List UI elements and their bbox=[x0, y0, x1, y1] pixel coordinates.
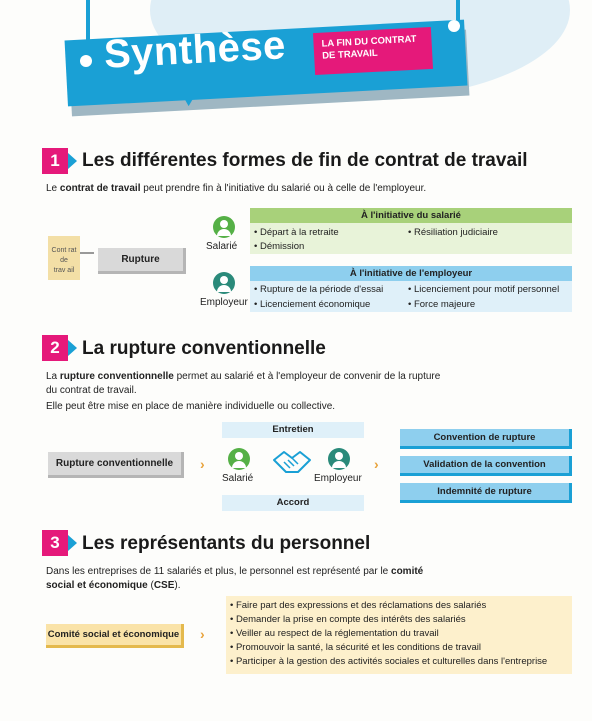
salarie-label: Salarié bbox=[206, 241, 238, 252]
list-item: • Promouvoir la santé, la sécurité et les conditions de travail bbox=[230, 642, 481, 653]
section-arrow-icon bbox=[68, 340, 77, 356]
step-box: Validation de la convention bbox=[400, 456, 572, 476]
person-icon bbox=[213, 272, 235, 294]
cse-box: Comité social et économique bbox=[46, 624, 184, 648]
section-intro: Dans les entreprises de 11 salariés et plus, le personnel est représenté par le comité social et économique (CSE). bbox=[46, 566, 424, 591]
list-item: • Départ à la retraite bbox=[254, 227, 339, 238]
section-title: Les différentes formes de fin de contrat de travail bbox=[82, 150, 528, 171]
list-item: • Participer à la gestion des activités sociales et culturelles dans l'entreprise bbox=[230, 656, 548, 667]
section-number: 3 bbox=[42, 530, 68, 556]
step-box: Indemnité de rupture bbox=[400, 483, 572, 503]
list-item: • Veiller au respect de la réglementation du travail bbox=[230, 628, 439, 639]
salarie-panel-header: À l'initiative du salarié bbox=[250, 208, 572, 223]
accord-label: Accord bbox=[222, 495, 364, 511]
section-intro: Le contrat de travail peut prendre fin à l'initiative du salarié ou à celle de l'employeur. bbox=[46, 183, 427, 194]
chapter-tag-line2: DE TRAVAIL bbox=[321, 47, 379, 62]
entretien-label: Entretien bbox=[222, 422, 364, 438]
chevron-right-icon: › bbox=[374, 456, 379, 472]
rupture-conventionnelle-box: Rupture conventionnelle bbox=[48, 452, 184, 478]
banner-tail bbox=[175, 81, 204, 106]
person-icon bbox=[228, 448, 250, 470]
rupture-box: Rupture bbox=[98, 248, 186, 274]
list-item: • Force majeure bbox=[408, 299, 476, 310]
chapter-tag-line1: LA FIN DU CONTRAT bbox=[321, 33, 417, 50]
list-item: • Démission bbox=[254, 241, 305, 252]
list-item: • Résiliation judiciaire bbox=[408, 227, 498, 238]
page-title: Synthèse bbox=[102, 23, 287, 77]
section-number: 1 bbox=[42, 148, 68, 174]
employeur-label: Employeur bbox=[200, 297, 248, 308]
list-item: • Licenciement économique bbox=[254, 299, 371, 310]
section-intro: La rupture conventionnelle permet au salarié et à l'employeur de convenir de la rupture du contrat de travail. Elle peut être mise en place de manière individuelle ou collective. bbox=[46, 371, 441, 412]
chapter-tag bbox=[313, 27, 433, 75]
section-arrow-icon bbox=[68, 153, 77, 169]
contract-document-icon: Cont rat de trav ail bbox=[48, 236, 80, 280]
person-icon bbox=[328, 448, 350, 470]
chevron-right-icon: › bbox=[200, 456, 205, 472]
list-item: • Faire part des expressions et des réclamations des salariés bbox=[230, 600, 487, 611]
person-icon bbox=[213, 216, 235, 238]
employeur-panel-header: À l'initiative de l'employeur bbox=[250, 266, 572, 281]
list-item: • Licenciement pour motif personnel bbox=[408, 284, 560, 295]
section-title: Les représentants du personnel bbox=[82, 533, 371, 554]
pin-icon bbox=[448, 20, 460, 32]
step-box: Convention de rupture bbox=[400, 429, 572, 449]
employeur-label: Employeur bbox=[314, 473, 362, 484]
section-number: 2 bbox=[42, 335, 68, 361]
section-title: La rupture conventionnelle bbox=[82, 338, 326, 359]
list-item: • Demander la prise en compte des intérêts des salariés bbox=[230, 614, 466, 625]
chevron-right-icon: › bbox=[200, 626, 205, 642]
list-item: • Rupture de la période d'essai bbox=[254, 284, 384, 295]
section-arrow-icon bbox=[68, 535, 77, 551]
salarie-label: Salarié bbox=[222, 473, 254, 484]
pin-icon bbox=[80, 55, 92, 67]
connector-line bbox=[80, 252, 94, 254]
handshake-icon bbox=[272, 448, 312, 476]
